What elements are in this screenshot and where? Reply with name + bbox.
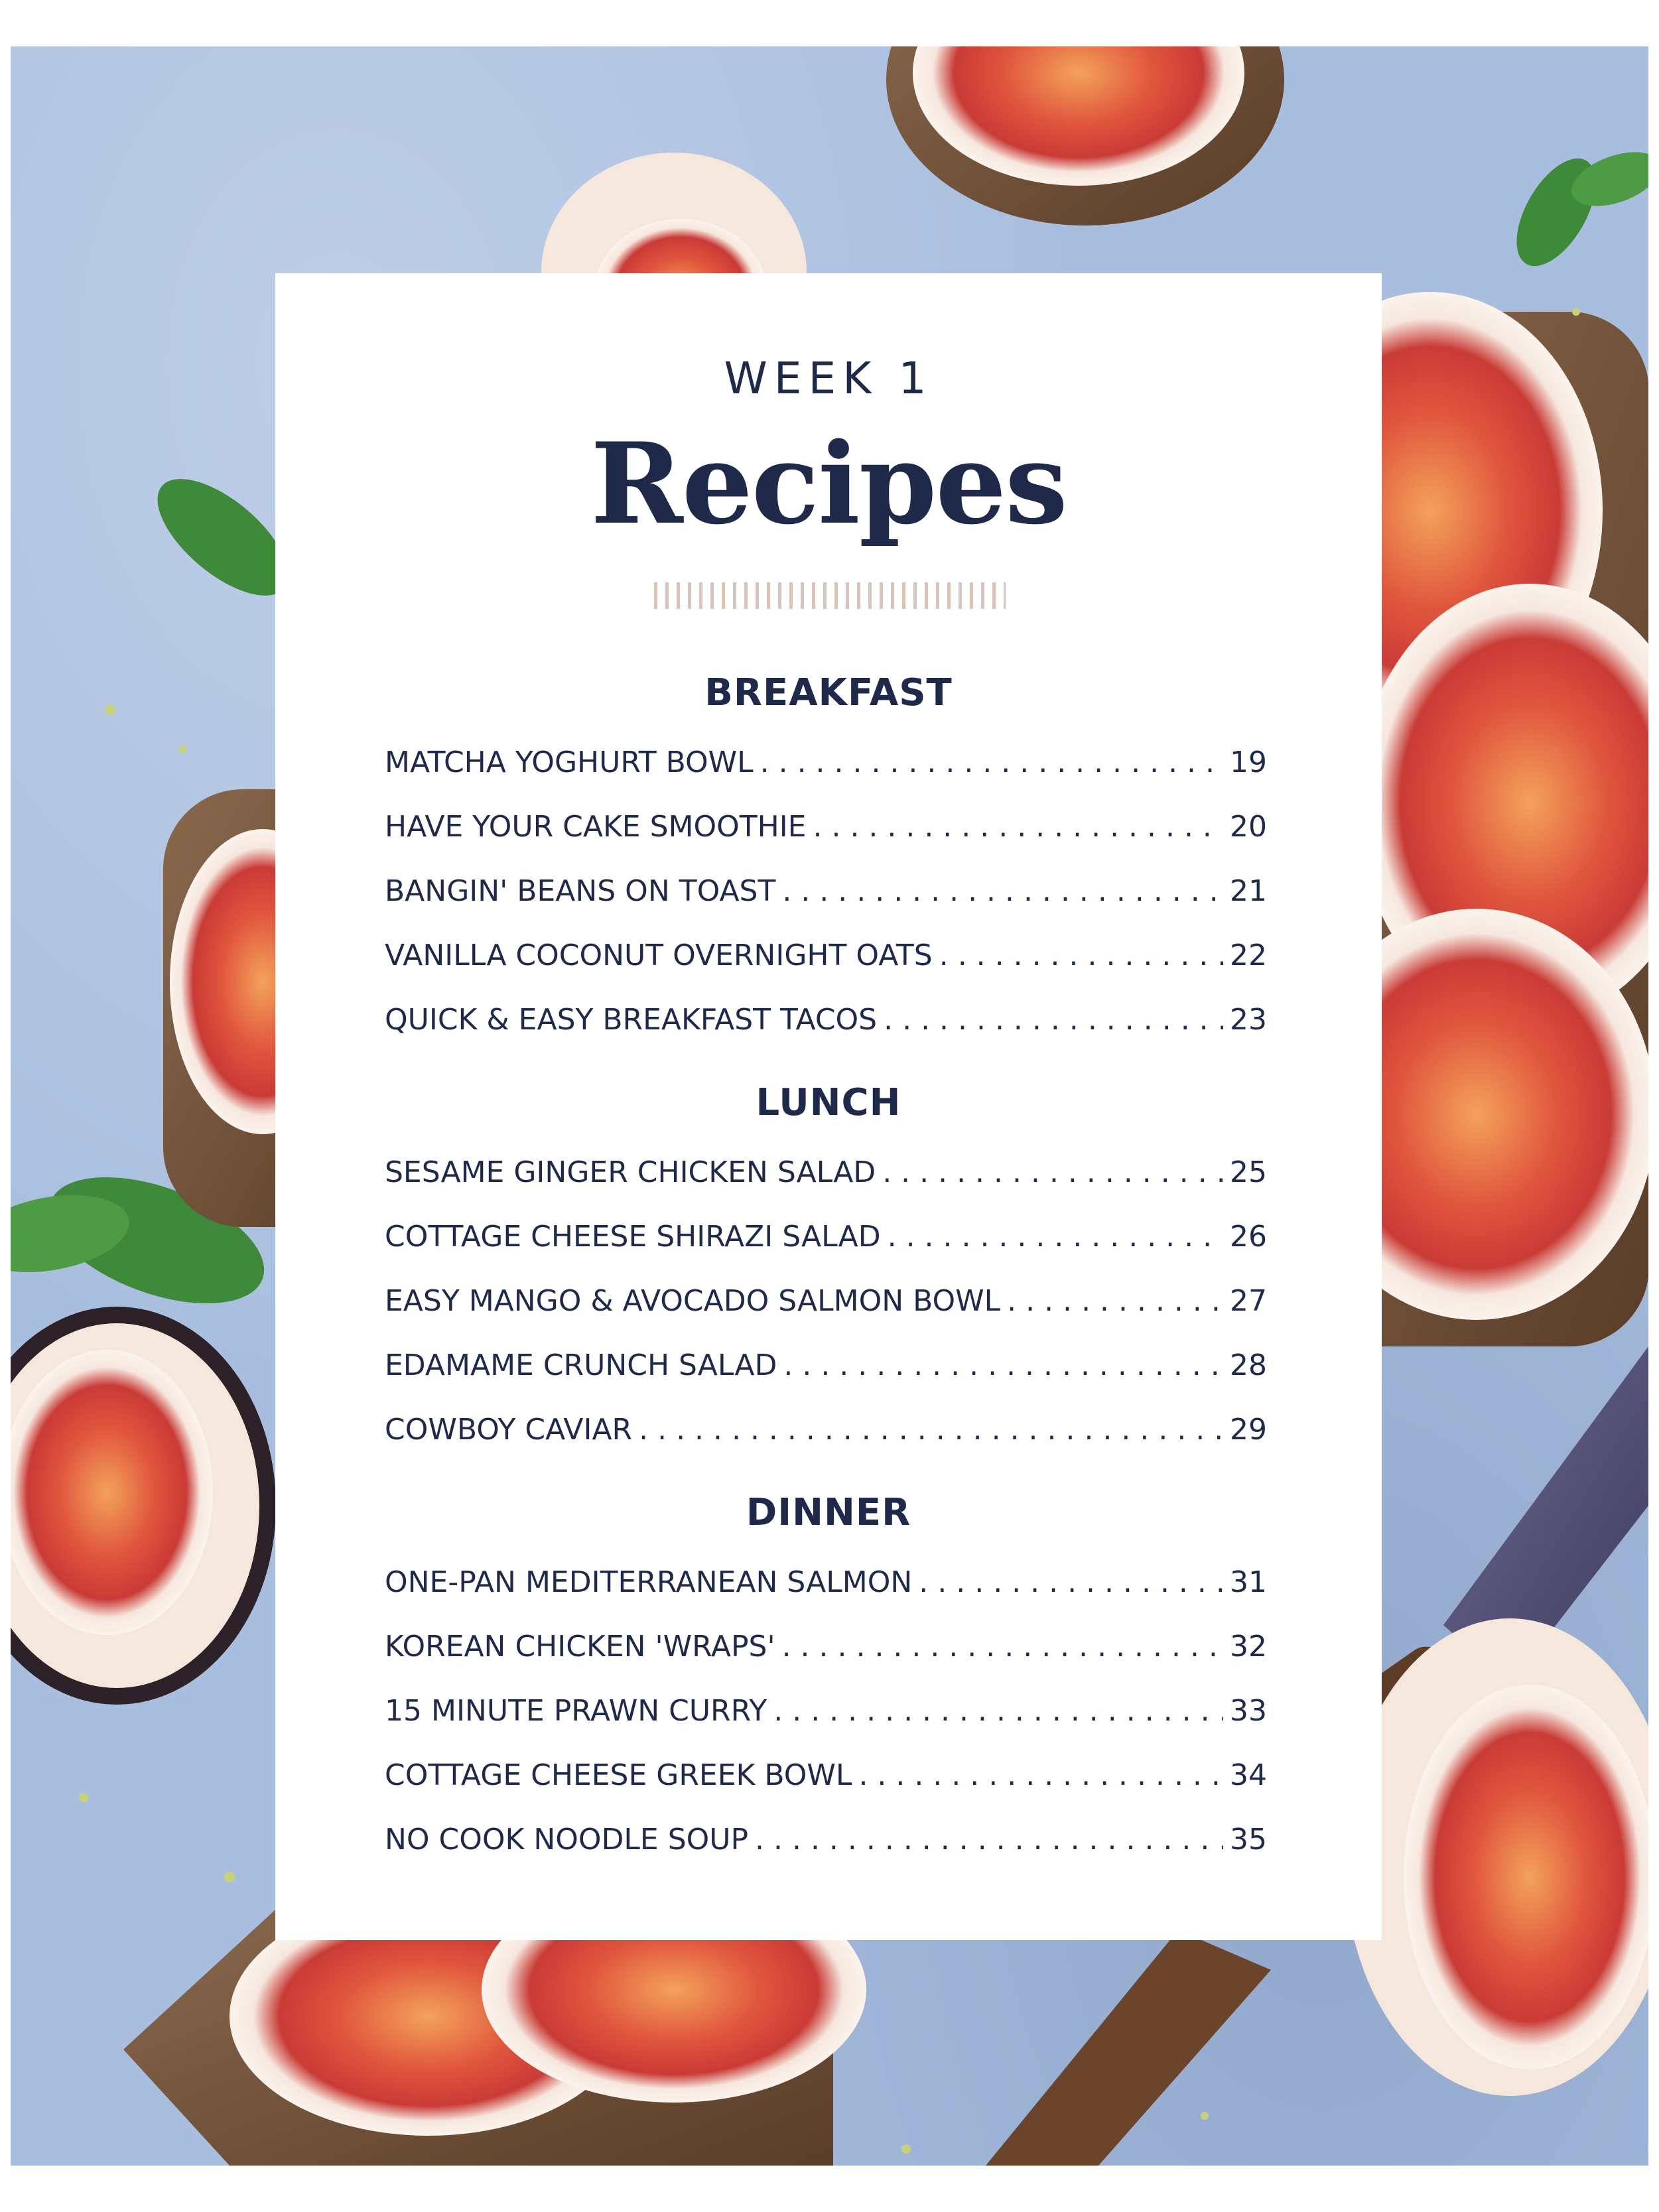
recipes-card bbox=[275, 273, 1382, 1940]
recipe-name: NO COOK NOODLE SOUP bbox=[385, 1823, 749, 1856]
dot-leader bbox=[919, 1565, 1223, 1599]
page-number: 34 bbox=[1230, 1758, 1267, 1792]
dot-leader bbox=[882, 1155, 1223, 1189]
dot-leader bbox=[782, 1630, 1223, 1663]
toc-row[interactable] bbox=[385, 810, 1267, 850]
recipe-name: HAVE YOUR CAKE SMOOTHIE bbox=[385, 810, 807, 844]
recipe-name: SESAME GINGER CHICKEN SALAD bbox=[385, 1155, 876, 1189]
page-number: 27 bbox=[1230, 1284, 1267, 1318]
section-heading-dinner: DINNER bbox=[746, 1491, 911, 1534]
page-number: 33 bbox=[1230, 1694, 1267, 1728]
dot-leader bbox=[639, 1413, 1223, 1447]
dot-leader bbox=[755, 1823, 1223, 1856]
page-number: 32 bbox=[1230, 1630, 1267, 1663]
page-number: 19 bbox=[1230, 746, 1267, 779]
recipe-name: COTTAGE CHEESE SHIRAZI SALAD bbox=[385, 1220, 881, 1254]
recipe-name: ONE-PAN MEDITERRANEAN SALMON bbox=[385, 1565, 913, 1599]
page-number: 35 bbox=[1230, 1823, 1267, 1856]
page-number: 28 bbox=[1230, 1348, 1267, 1382]
toc-row[interactable] bbox=[385, 1220, 1267, 1260]
toc-row[interactable] bbox=[385, 1694, 1267, 1734]
decorative-divider bbox=[654, 582, 1006, 609]
toc-row[interactable] bbox=[385, 1823, 1267, 1862]
dot-leader bbox=[888, 1220, 1223, 1254]
toc-row[interactable] bbox=[385, 1758, 1267, 1798]
section-heading-lunch: LUNCH bbox=[756, 1081, 901, 1124]
dot-leader bbox=[939, 939, 1223, 972]
recipe-name: EDAMAME CRUNCH SALAD bbox=[385, 1348, 777, 1382]
dot-leader bbox=[813, 810, 1224, 844]
recipe-name: COWBOY CAVIAR bbox=[385, 1413, 633, 1447]
dot-leader bbox=[783, 1348, 1223, 1382]
dot-leader bbox=[858, 1758, 1223, 1792]
dot-leader bbox=[760, 746, 1223, 779]
toc-row[interactable] bbox=[385, 1630, 1267, 1669]
toc-row[interactable] bbox=[385, 939, 1267, 978]
toc-row[interactable] bbox=[385, 1284, 1267, 1324]
page-number: 26 bbox=[1230, 1220, 1267, 1254]
dot-leader bbox=[1007, 1284, 1223, 1318]
recipe-name: QUICK & EASY BREAKFAST TACOS bbox=[385, 1003, 878, 1037]
toc-row[interactable] bbox=[385, 1155, 1267, 1195]
section-heading-breakfast: BREAKFAST bbox=[704, 671, 953, 714]
page-number: 23 bbox=[1230, 1003, 1267, 1037]
page-title: Recipes bbox=[590, 418, 1067, 549]
toc-row[interactable] bbox=[385, 1348, 1267, 1388]
recipe-name: COTTAGE CHEESE GREEK BOWL bbox=[385, 1758, 852, 1792]
page-number: 22 bbox=[1230, 939, 1267, 972]
toc-row[interactable] bbox=[385, 746, 1267, 785]
dot-leader bbox=[773, 1694, 1223, 1728]
recipe-name: EASY MANGO & AVOCADO SALMON BOWL bbox=[385, 1284, 1001, 1318]
toc-row[interactable] bbox=[385, 1413, 1267, 1453]
page-number: 20 bbox=[1230, 810, 1267, 844]
recipe-name: VANILLA COCONUT OVERNIGHT OATS bbox=[385, 939, 933, 972]
page-number: 31 bbox=[1230, 1565, 1267, 1599]
dot-leader bbox=[782, 874, 1223, 908]
toc-row[interactable] bbox=[385, 1003, 1267, 1043]
recipe-name: KOREAN CHICKEN 'WRAPS' bbox=[385, 1630, 775, 1663]
recipe-name: 15 MINUTE PRAWN CURRY bbox=[385, 1694, 767, 1728]
page-number: 21 bbox=[1230, 874, 1267, 908]
week-label: WEEK 1 bbox=[724, 353, 933, 404]
page-number: 29 bbox=[1230, 1413, 1267, 1447]
toc-row[interactable] bbox=[385, 1565, 1267, 1605]
recipe-name: BANGIN' BEANS ON TOAST bbox=[385, 874, 776, 908]
page-number: 25 bbox=[1230, 1155, 1267, 1189]
toc-row[interactable] bbox=[385, 874, 1267, 914]
recipe-name: MATCHA YOGHURT BOWL bbox=[385, 746, 754, 779]
dot-leader bbox=[884, 1003, 1223, 1037]
